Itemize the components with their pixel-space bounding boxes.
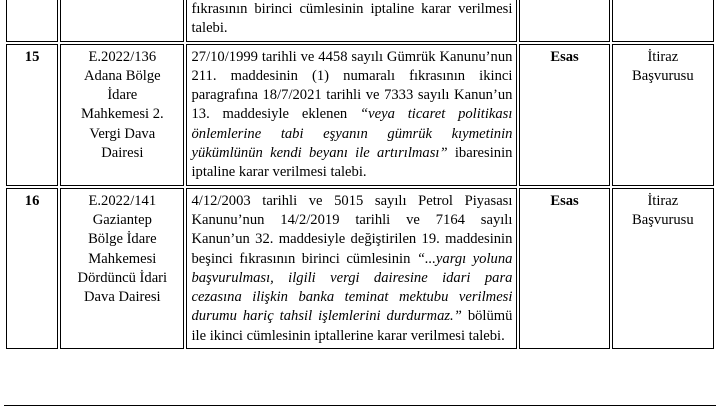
court-line: Dördüncü İdari xyxy=(77,269,168,286)
table-row xyxy=(6,0,714,42)
request-text: 4/12/2003 tarihli ve 5015 sayılı Petrol Piyasası Kanunu’nun 14/2/2019 tarihli ve 7164 sayılı Kanun’un 32. maddesiyle değiştirilen 19. maddesinin beşinci fıkrasının birinci cümlesinin xyxy=(191,192,513,267)
application-type-cell xyxy=(612,0,714,42)
court-line: Dairesi xyxy=(101,145,144,162)
court-line: Gaziantep xyxy=(92,211,152,228)
row-number-cell: 15 xyxy=(6,44,58,186)
table-row xyxy=(6,44,714,186)
court-cell xyxy=(60,0,184,42)
row-number-cell: 16 xyxy=(6,188,58,349)
application-line: İtiraz xyxy=(647,192,679,209)
application-line: Başvurusu xyxy=(632,211,694,228)
table-row xyxy=(6,188,714,349)
case-table xyxy=(4,0,716,351)
request-text: ibaresinin iptaline karar verilmesi talebi. xyxy=(191,145,513,181)
court-line: E.2022/136 xyxy=(88,48,157,65)
request-text-cell xyxy=(186,44,517,186)
court-line: Mahkemesi 2. xyxy=(80,106,164,123)
request-text-cell xyxy=(186,188,517,349)
quoted-provision: “veya ticaret politikası önlemlerine tabi eşyanın gümrük kıymetinin yükümlünün kendi beyanı ile artırılması” xyxy=(191,106,513,162)
case-type-cell xyxy=(519,0,609,42)
case-type-cell: Esas xyxy=(519,44,609,186)
court-line: İdare xyxy=(107,87,138,104)
court-line: Adana Bölge xyxy=(84,67,161,84)
case-type-cell: Esas xyxy=(519,188,609,349)
court-line: Dava Dairesi xyxy=(84,289,161,306)
application-type-cell xyxy=(612,188,714,349)
court-line: Mahkemesi xyxy=(88,250,157,267)
court-cell xyxy=(60,44,184,186)
application-type-cell xyxy=(612,44,714,186)
court-cell xyxy=(60,188,184,349)
application-line: Başvurusu xyxy=(632,67,694,84)
application-line: İtiraz xyxy=(647,48,679,65)
court-line: E.2022/141 xyxy=(88,192,157,209)
court-line: Vergi Dava xyxy=(89,125,156,142)
request-text: 27/10/1999 tarihli ve 4458 sayılı Gümrük Kanunu’nun 211. maddesinin (1) numaralı fıkrasının ikinci paragrafına 18/7/2021 tarihli ve 7333 sayılı Kanun’un 13. maddesiyle eklenen xyxy=(191,48,513,123)
quoted-provision: “...yargı yoluna başvurulması, ilgili vergi dairesine idari para cezasına ilişkin banka teminat mektubu verilmesi durumu hariç tahsil işlemlerini durdurmaz.” xyxy=(191,250,513,325)
request-text: bölümü ile ikinci cümlesinin iptallerine karar verilmesi talebi. xyxy=(191,308,513,344)
request-text-cell xyxy=(186,0,517,42)
page-bottom-rule xyxy=(4,405,716,406)
row-number-cell xyxy=(6,0,58,42)
court-line: Bölge İdare xyxy=(88,231,157,248)
request-text: fıkrasının birinci cümlesinin iptaline karar verilmesi talebi. xyxy=(191,1,513,37)
